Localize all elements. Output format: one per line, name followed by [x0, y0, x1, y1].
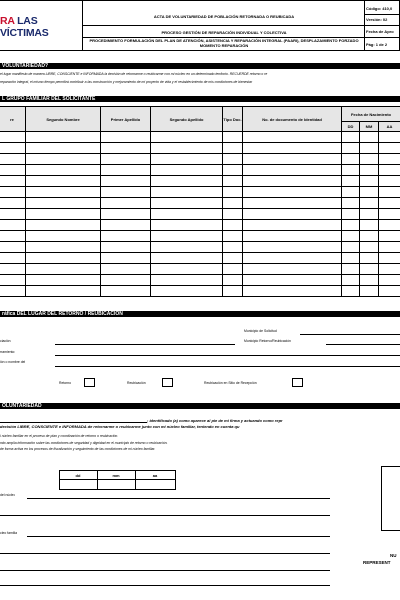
table-cell[interactable] [151, 187, 223, 198]
table-row [0, 209, 400, 220]
table-cell[interactable] [243, 264, 342, 275]
table-cell[interactable] [243, 253, 342, 264]
identified-text: ; identificado (a) como aparece al pie de mi firma y actuando como repr [147, 418, 283, 423]
table-cell[interactable] [26, 154, 101, 165]
table-row [0, 198, 400, 209]
table-row [0, 231, 400, 242]
familia-label: cleo familia [0, 531, 17, 535]
table-cell[interactable] [360, 165, 379, 176]
table-cell[interactable] [379, 242, 400, 253]
familia-line[interactable] [27, 536, 330, 537]
table-cell[interactable] [151, 264, 223, 275]
table-cell[interactable] [243, 143, 342, 154]
table-cell[interactable] [0, 275, 26, 286]
table-cell[interactable] [379, 154, 400, 165]
table-cell[interactable] [342, 286, 360, 297]
col-primer-apellido: Primer Apellido [101, 107, 151, 132]
blank-line-4[interactable] [0, 585, 330, 586]
retorno-checkbox[interactable] [84, 378, 95, 387]
divider [365, 14, 400, 15]
table-cell[interactable] [101, 242, 151, 253]
table-cell[interactable] [101, 176, 151, 187]
table-cell[interactable] [151, 220, 223, 231]
table-cell[interactable] [0, 242, 26, 253]
table-cell[interactable] [379, 286, 400, 297]
table-cell[interactable] [101, 132, 151, 143]
table-cell[interactable] [223, 264, 243, 275]
date-aa-field[interactable] [135, 480, 175, 490]
table-cell[interactable] [151, 253, 223, 264]
table-cell[interactable] [243, 132, 342, 143]
table-cell[interactable] [26, 275, 101, 286]
table-cell[interactable] [360, 253, 379, 264]
table-cell[interactable] [223, 165, 243, 176]
table-cell[interactable] [101, 187, 151, 198]
table-cell[interactable] [342, 132, 360, 143]
table-cell[interactable] [26, 187, 101, 198]
table-cell[interactable] [223, 154, 243, 165]
reubicacion-sitio-checkbox[interactable] [292, 378, 303, 387]
table-row [0, 275, 400, 286]
municipio-retorno-field[interactable] [326, 344, 400, 345]
table-cell[interactable] [360, 198, 379, 209]
nucleo-label: del núcleo [0, 493, 16, 497]
table-cell[interactable] [26, 286, 101, 297]
table-cell[interactable] [360, 220, 379, 231]
table-cell[interactable] [101, 286, 151, 297]
section1-text-line2: reparación integral, el mismo tiempo permitirá contribuir a las construcción y mejoramiento de mi proyecto de vida y el restablecimiento de mis condiciones de bienestar [0, 80, 253, 84]
table-cell[interactable] [342, 187, 360, 198]
opt-reubicacion-label: Reubicación [127, 381, 146, 385]
section-title-voluntariedad-acta: OLUNTARIEDAD [0, 403, 400, 409]
fingerprint-box[interactable] [381, 466, 400, 531]
date-dd-field[interactable] [59, 480, 97, 490]
table-cell[interactable] [243, 275, 342, 286]
note-1: i núcleo familiar en el proceso de plan y coordinación de retorno o reubicación. [0, 434, 119, 438]
date-mm-field[interactable] [97, 480, 135, 490]
table-cell[interactable] [0, 264, 26, 275]
table-cell[interactable] [360, 286, 379, 297]
table-cell[interactable] [151, 209, 223, 220]
table-cell[interactable] [342, 209, 360, 220]
procedure-title: PROCEDIMIENTO FORMULACIÓN DEL PLAN DE ATENCIÓN, ASISTENCIA Y REPARACIÓN INTEGRAL (PAARI), DESPLAZAMIENTO FORZADO MOMENTO REPARACIÓN [89, 38, 359, 48]
col-segundo-nombre: Segundo Nombre [26, 107, 101, 132]
col-segundo-apellido: Segundo Apellido [151, 107, 223, 132]
table-cell[interactable] [101, 231, 151, 242]
table-cell[interactable] [26, 143, 101, 154]
table-cell[interactable] [101, 253, 151, 264]
table-cell[interactable] [342, 253, 360, 264]
table-row [0, 154, 400, 165]
table-cell[interactable] [223, 286, 243, 297]
section-title-grupo-familiar: L GRUPO FAMILIAR DEL SOLICITANTE [0, 96, 400, 102]
municipio-retorno-label: Municipio Retorno/Reubicación [244, 339, 291, 343]
table-cell[interactable] [26, 231, 101, 242]
logo-main: LAS VÍCTIMAS [0, 15, 49, 39]
signature-label-1: NU [390, 553, 397, 558]
table-cell[interactable] [342, 275, 360, 286]
table-cell[interactable] [379, 275, 400, 286]
col-tipo-doc: Tipo Doc. [223, 107, 243, 132]
table-cell[interactable] [0, 187, 26, 198]
table-cell[interactable] [243, 242, 342, 253]
col-aa: AA [379, 122, 400, 132]
logo [0, 15, 84, 39]
date-mm-label: mm [97, 471, 135, 480]
table-cell[interactable] [151, 242, 223, 253]
note-2: ndo amplia información sobre las condiciones de seguridad y dignidad en el municipio de retorno o reubicación. [0, 441, 168, 445]
name-line[interactable] [0, 422, 147, 423]
note-3: de forma activa en los procesos de fiscalización y seguimiento de las condiciones de mi núcleo familiar. [0, 447, 156, 451]
field-b-label: rramiento: [0, 350, 16, 354]
table-cell[interactable] [342, 198, 360, 209]
section-title-lugar-retorno: ráfica DEL LUGAR DEL RETORNO / REUBICACIÓN [0, 311, 400, 317]
date-dd-label: dd [59, 471, 97, 480]
nucleo-line[interactable] [27, 498, 330, 499]
table-cell[interactable] [379, 231, 400, 242]
table-cell[interactable] [360, 264, 379, 275]
reubicacion-checkbox[interactable] [162, 378, 173, 387]
table-cell[interactable] [360, 176, 379, 187]
page-label: Pág: 1 de 2 [366, 42, 388, 47]
table-cell[interactable] [223, 176, 243, 187]
table-cell[interactable] [151, 154, 223, 165]
table-cell[interactable] [360, 275, 379, 286]
table-cell[interactable] [223, 231, 243, 242]
field-c-line[interactable] [55, 366, 400, 367]
municipio-solicitud-label: Municipio de Solicitud [244, 329, 277, 333]
table-cell[interactable] [360, 154, 379, 165]
table-cell[interactable] [223, 253, 243, 264]
table-cell[interactable] [101, 264, 151, 275]
section-title-voluntariedad: VOLUNTARIEDAD? [0, 63, 400, 69]
table-cell[interactable] [243, 176, 342, 187]
signature-label-2: REPRESENT [363, 560, 391, 565]
opt-sitio-label: Reubicación en Sitio de Recepción [204, 381, 257, 385]
table-cell[interactable] [26, 264, 101, 275]
table-cell[interactable] [360, 143, 379, 154]
table-cell[interactable] [0, 253, 26, 264]
table-cell[interactable] [0, 132, 26, 143]
table-cell[interactable] [101, 209, 151, 220]
table-cell[interactable] [26, 132, 101, 143]
table-cell[interactable] [26, 220, 101, 231]
table-cell[interactable] [243, 187, 342, 198]
table-cell[interactable] [243, 209, 342, 220]
table-cell[interactable] [26, 176, 101, 187]
field-b-line[interactable] [55, 355, 400, 356]
table-cell[interactable] [223, 220, 243, 231]
field-c-label: ión o nombre del [0, 360, 26, 364]
meta-divider [364, 1, 365, 51]
table-row [0, 253, 400, 264]
table-cell[interactable] [26, 242, 101, 253]
table-cell[interactable] [243, 154, 342, 165]
code-label: Código: 410,0 [366, 6, 393, 11]
table-row [0, 187, 400, 198]
divider [83, 25, 400, 26]
table-cell[interactable] [0, 231, 26, 242]
table-cell[interactable] [379, 209, 400, 220]
family-table [0, 106, 400, 297]
table-cell[interactable] [342, 143, 360, 154]
col-mm: MM [360, 122, 379, 132]
table-cell[interactable] [26, 165, 101, 176]
table-cell[interactable] [360, 187, 379, 198]
table-cell[interactable] [0, 176, 26, 187]
table-row [0, 176, 400, 187]
document-title: ACTA DE VOLUNTARIEDAD DE POBLACIÓN RETORNADA O REUBICADA [153, 14, 295, 19]
table-cell[interactable] [26, 253, 101, 264]
table-cell[interactable] [0, 165, 26, 176]
table-cell[interactable] [342, 231, 360, 242]
decision-text: decisión LIBRE, CONSCIENTE e INFORMADA de retornarme o reubicarme junto con mi núcleo familiar, teniendo en cuenta qu [0, 424, 240, 429]
table-cell[interactable] [26, 198, 101, 209]
field-a-line[interactable] [55, 344, 235, 345]
table-cell[interactable] [379, 132, 400, 143]
version-label: Versión: 02 [366, 17, 388, 22]
process-title: PROCESO GESTIÓN DE REPARACIÓN INDIVIDUAL Y COLECTIVA [161, 30, 287, 35]
table-cell[interactable] [101, 154, 151, 165]
table-cell[interactable] [243, 286, 342, 297]
table-cell[interactable] [223, 242, 243, 253]
municipio-solicitud-field[interactable] [300, 334, 400, 335]
table-cell[interactable] [223, 198, 243, 209]
table-cell[interactable] [243, 165, 342, 176]
table-cell[interactable] [243, 198, 342, 209]
table-cell[interactable] [101, 143, 151, 154]
table-cell[interactable] [342, 165, 360, 176]
table-cell[interactable] [0, 220, 26, 231]
blank-line-3[interactable] [0, 570, 330, 571]
table-row [0, 220, 400, 231]
table-cell[interactable] [342, 154, 360, 165]
table-cell[interactable] [379, 187, 400, 198]
table-cell[interactable] [379, 143, 400, 154]
table-cell[interactable] [101, 220, 151, 231]
document-header [0, 0, 400, 51]
table-cell[interactable] [342, 264, 360, 275]
table-cell[interactable] [360, 242, 379, 253]
opt-retorno-label: Retorno [59, 381, 72, 385]
table-cell[interactable] [342, 220, 360, 231]
table-cell[interactable] [379, 198, 400, 209]
table-cell[interactable] [151, 143, 223, 154]
table-cell[interactable] [0, 209, 26, 220]
table-cell[interactable] [360, 209, 379, 220]
table-cell[interactable] [151, 132, 223, 143]
table-row [0, 264, 400, 275]
table-cell[interactable] [151, 231, 223, 242]
blank-line-2[interactable] [0, 553, 330, 554]
table-cell[interactable] [151, 176, 223, 187]
table-cell[interactable] [223, 132, 243, 143]
table-row [0, 132, 400, 143]
table-cell[interactable] [360, 231, 379, 242]
table-row [0, 165, 400, 176]
table-cell[interactable] [342, 176, 360, 187]
table-cell[interactable] [223, 187, 243, 198]
table-cell[interactable] [379, 220, 400, 231]
table-cell[interactable] [379, 176, 400, 187]
table-cell[interactable] [360, 132, 379, 143]
table-cell[interactable] [26, 209, 101, 220]
table-cell[interactable] [379, 253, 400, 264]
table-cell[interactable] [223, 209, 243, 220]
approval-date-label: Fecha de Apro [366, 29, 394, 34]
table-cell[interactable] [0, 198, 26, 209]
table-cell[interactable] [151, 275, 223, 286]
table-cell[interactable] [223, 143, 243, 154]
table-cell[interactable] [101, 165, 151, 176]
table-cell[interactable] [101, 198, 151, 209]
logo-prefix: RA [0, 15, 18, 27]
table-row [0, 286, 400, 297]
table-cell[interactable] [379, 165, 400, 176]
table-cell[interactable] [223, 275, 243, 286]
blank-line-1[interactable] [0, 515, 330, 516]
table-cell[interactable] [0, 286, 26, 297]
table-cell[interactable] [151, 198, 223, 209]
table-cell[interactable] [151, 165, 223, 176]
col-documento: No. de documento de Identidad [243, 107, 342, 132]
section1-text-line1: el lugar manifiesto de manera LIBRE, CONSCIENTE e INFORMADA la decisión de retornarme o reubicarme con mi núcleo en un determinado territorio. RECUERDE retorno o re [0, 72, 268, 76]
table-cell[interactable] [0, 143, 26, 154]
col-fecha-nacimiento: Fecha de Nacimiento [342, 107, 400, 122]
col-dd: DD [342, 122, 360, 132]
table-cell[interactable] [379, 264, 400, 275]
field-a-label: ciación [0, 339, 11, 343]
table-cell[interactable] [243, 231, 342, 242]
table-cell[interactable] [243, 220, 342, 231]
table-row [0, 143, 400, 154]
table-cell[interactable] [151, 286, 223, 297]
table-row [0, 242, 400, 253]
date-aa-label: aa [135, 471, 175, 480]
date-table [53, 470, 176, 490]
table-cell[interactable] [342, 242, 360, 253]
table-cell[interactable] [0, 154, 26, 165]
table-cell[interactable] [101, 275, 151, 286]
col-nombre: re [0, 107, 26, 132]
